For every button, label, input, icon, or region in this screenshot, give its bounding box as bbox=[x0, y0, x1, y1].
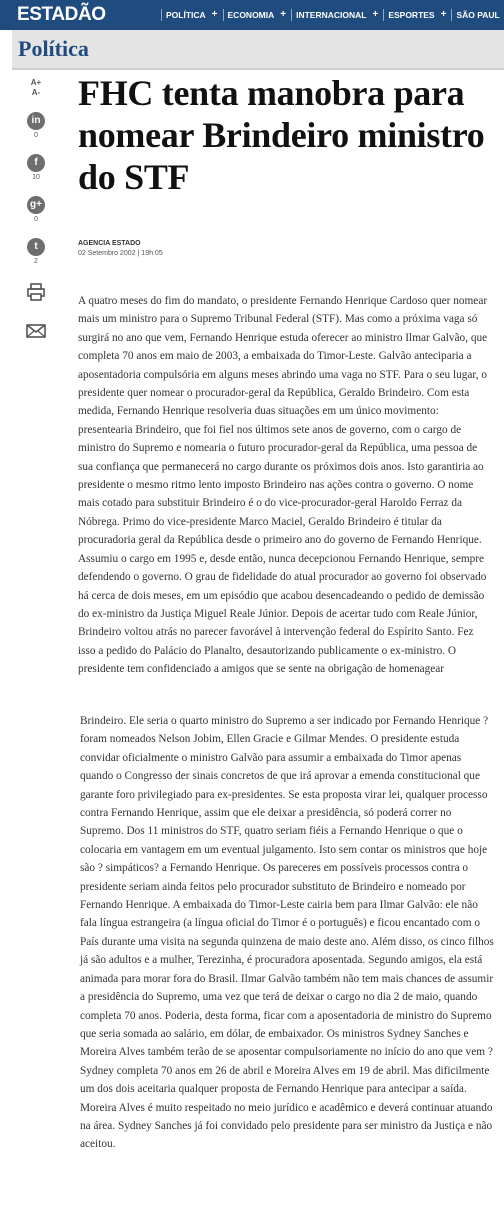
email-button[interactable] bbox=[23, 323, 49, 344]
plus-icon[interactable]: + bbox=[211, 9, 218, 20]
article-paragraph: Brindeiro. Ele seria o quarto ministro do Supremo a ser indicado por Fernando Henrique ? foram nomeados Nelson Jobim, Ellen Gracie e Gilmar Mendes. O presidente estuda convidar oficialmente o ministro Galvão para assumir a embaixada do Timor apenas quando o Congresso der sinais concretos de que irá aprovar a emenda constitucional que garante foro privilegiado para ex-presidentes. Se esta proposta virar lei, qualquer processo contra Fernando Henrique, assim que ele deixar a presidência, só poderá correr no Supremo. Dos 11 ministros do STF, quatro seriam fiéis a Fernando Henrique o que o colocaria em vantagem em um eventual julgamento. Isto sem contar os ministros que hoje são ? simpáticos? a Fernando Henrique. Os pareceres em possíveis processos contra o presidente seriam ainda feitos pelo procurador substituto de Brindeiro e nomeado por Fernando Henrique. A embaixada do Timor-Leste cairia bem para Ilmar Galvão: ele não fala língua estrangeira (a língua oficial do Timor é o português) e ficou encantado com o País durante uma visita na segunda quinzena de maio deste ano. Além disso, os cinco filhos já são adultos e a mulher, Terezinha, é procuradora aposentada. Segundo amigos, ela está animada para morar fora do Brasil. Ilmar Galvão também não tem mais chances de assumir a presidência do Supremo, uma vez que terá de deixar o cargo no dia 2 de maio, quando completa 70 anos. Poderia, desta forma, ficar com a aposentadoria de ministro do Supremo que seria somada ao salário, em dólar, de embaixador. Os ministros Sydney Sanches e Moreira Alves também terão de se aposentar compulsoriamente no início do ano que vem ? Sydney completa 70 anos em 26 de abril e Moreira Alves em 19 de abril. Mas dificilmente um dos dois aceitaria qualquer proposta de Fernando Henrique para antecipar a saída. Moreira Alves é muito respeitado no meio jurídico e acadêmico e deverá continuar atuando na área. Sydney Sanches já foi convidado pelo presidente para ser ministro da Justiça e não aceitou. bbox=[80, 715, 494, 1151]
main-nav bbox=[161, 0, 504, 30]
font-decrease-button[interactable]: A- bbox=[31, 88, 41, 97]
article-date: 02 Setembro 2002 | 19h 05 bbox=[78, 250, 163, 257]
byline bbox=[78, 239, 163, 259]
nav-item-internacional[interactable] bbox=[291, 9, 383, 21]
twitter-share[interactable] bbox=[23, 238, 49, 266]
section-header bbox=[12, 30, 504, 70]
nav-item-label: POLÍTICA bbox=[166, 10, 206, 20]
nav-item-politica[interactable] bbox=[161, 9, 223, 21]
share-count: 2 bbox=[34, 258, 38, 265]
section-title[interactable]: Política bbox=[18, 36, 89, 61]
facebook-share[interactable] bbox=[23, 154, 49, 182]
share-count: 10 bbox=[32, 174, 40, 181]
share-count: 0 bbox=[34, 216, 38, 223]
plus-icon[interactable]: + bbox=[280, 9, 287, 20]
google-plus-icon[interactable]: g+ bbox=[27, 196, 45, 214]
article-author: AGENCIA ESTADO bbox=[78, 240, 141, 247]
nav-item-label: ESPORTES bbox=[388, 10, 435, 20]
article-paragraph: A quatro meses do fim do mandato, o presidente Fernando Henrique Cardoso quer nomear mais um ministro para o Supremo Tribunal Federal (STF). Mas como a próxima vaga só surgirá no ano que vem, Fernando Henrique estuda oferecer ao ministro Ilmar Galvão, que completa 70 anos em maio de 2003, a embaixada do Timor-Leste. Galvão anteciparia a aposentadoria compulsória em alguns meses abrindo uma vaga no STF. Para o seu lugar, o presidente quer nomear o procurador-geral da República, Geraldo Brindeiro. Com esta medida, Fernando Henrique resolveria duas situações em um único movimento: presentearia Brindeiro, que foi fiel nos últimos sete anos de governo, com o cargo de ministro do Supremo e nomearia o futuro procurador-geral da República, uma pessoa de sua confiança que permanecerá no cargo durante os próximos dois anos. Isto garantiria ao presidente o mesmo ritmo lento imposto Brindeiro nas ações contra o governo. O nome mais cotado para substituir Brindeiro é o do vice-procurador-geral Haroldo Ferraz da Nóbrega. Primo do vice-presidente Marco Maciel, Geraldo Brindeiro é titular da procuradoria geral da República desde o primeiro ano do governo de Fernando Henrique. Assumiu o cargo em 1995 e, desde então, nunca decepcionou Fernando Henrique, sempre defendendo o governo. O grau de fidelidade do atual procurador ao governo foi observado há cerca de dois meses, em um episódio que acabou desencadeando o pedido de demissão do ex-ministro da Justiça Miguel Reale Júnior. Depois de acertar tudo com Reale Júnior, Brindeiro voltou atrás no parecer favorável à intervenção federal do Espírito Santo. Fez isso a pedido do Palácio do Planalto, desautorizando publicamente o ex-ministro. O presidente tem confidenciado a amigos que se sente na obrigação de homenagear bbox=[78, 295, 488, 676]
article-headline: FHC tenta manobra para nomear Brindeiro ministro do STF bbox=[78, 73, 485, 197]
nav-item-sao-paulo[interactable] bbox=[451, 9, 504, 21]
print-icon[interactable] bbox=[26, 282, 46, 302]
top-navigation-bar bbox=[0, 0, 504, 30]
nav-item-label: ECONOMIA bbox=[227, 10, 275, 20]
plus-icon[interactable]: + bbox=[440, 9, 447, 20]
linkedin-icon[interactable]: in bbox=[27, 112, 45, 130]
nav-item-label: SÃO PAUL bbox=[456, 10, 500, 20]
font-increase-button[interactable]: A+ bbox=[30, 78, 42, 87]
nav-item-economia[interactable] bbox=[223, 9, 292, 21]
print-button[interactable] bbox=[23, 282, 49, 307]
facebook-icon[interactable]: f bbox=[27, 154, 45, 172]
google-plus-share[interactable] bbox=[23, 196, 49, 224]
nav-item-label: INTERNACIONAL bbox=[296, 10, 367, 20]
linkedin-share[interactable] bbox=[23, 112, 49, 140]
article-tools-sidebar bbox=[23, 78, 49, 344]
nav-item-esportes[interactable] bbox=[383, 9, 451, 21]
twitter-icon[interactable]: t bbox=[27, 238, 45, 256]
plus-icon[interactable]: + bbox=[372, 9, 379, 20]
share-count: 0 bbox=[34, 132, 38, 139]
email-icon[interactable] bbox=[26, 323, 46, 339]
site-logo[interactable]: ESTADÃO bbox=[17, 4, 106, 25]
